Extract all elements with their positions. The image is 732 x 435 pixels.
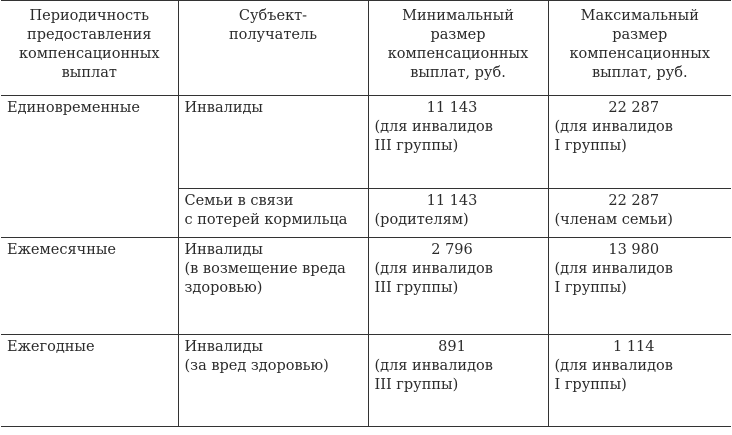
max-value: 1 114 — [612, 339, 655, 355]
recipient-cell: Семьи в связи с потерей кормильца — [178, 189, 368, 238]
period-cell: Ежегодные — [1, 335, 178, 427]
max-value: 22 287 — [608, 193, 660, 209]
min-value: 2 796 — [431, 242, 473, 258]
max-amount-cell: 22 287 (членам семьи) — [548, 189, 731, 238]
max-amount-cell: 13 980 (для инвалидов I группы) — [548, 238, 731, 335]
period-cell: Ежемесячные — [1, 238, 178, 335]
min-amount-cell: 11 143 (для инвалидов III группы) — [368, 96, 548, 189]
min-value: 11 143 — [426, 193, 478, 209]
header-max-amount: Максимальный размер компенсационных выплат, руб. — [548, 1, 731, 96]
period-cell: Единовременные — [7, 100, 140, 116]
min-amount-cell: 891 (для инвалидов III группы) — [368, 335, 548, 427]
max-amount-cell: 22 287 (для инвалидов I группы) — [548, 96, 731, 189]
header-min-amount: Минимальный размер компенсационных выплат, руб. — [368, 1, 548, 96]
header-periodicity: Периодичность предоставления компенсационных выплат — [1, 1, 178, 96]
header-recipient: Субъект- получатель — [178, 1, 368, 96]
max-value: 13 980 — [608, 242, 660, 258]
header-row — [1, 1, 731, 96]
min-amount-cell: 11 143 (родителям) — [368, 189, 548, 238]
min-value: 891 — [438, 339, 466, 355]
table-row — [1, 335, 731, 427]
table-row — [1, 238, 731, 335]
max-value: 22 287 — [608, 100, 660, 116]
recipient-cell: Инвалиды (в возмещение вреда здоровью) — [178, 238, 368, 335]
min-value: 11 143 — [426, 100, 478, 116]
recipient-cell: Инвалиды — [178, 96, 368, 189]
compensation-table — [1, 0, 731, 427]
max-amount-cell: 1 114 (для инвалидов I группы) — [548, 335, 731, 427]
min-amount-cell: 2 796 (для инвалидов III группы) — [368, 238, 548, 335]
table-row — [1, 96, 731, 189]
recipient-cell: Инвалиды (за вред здоровью) — [178, 335, 368, 427]
